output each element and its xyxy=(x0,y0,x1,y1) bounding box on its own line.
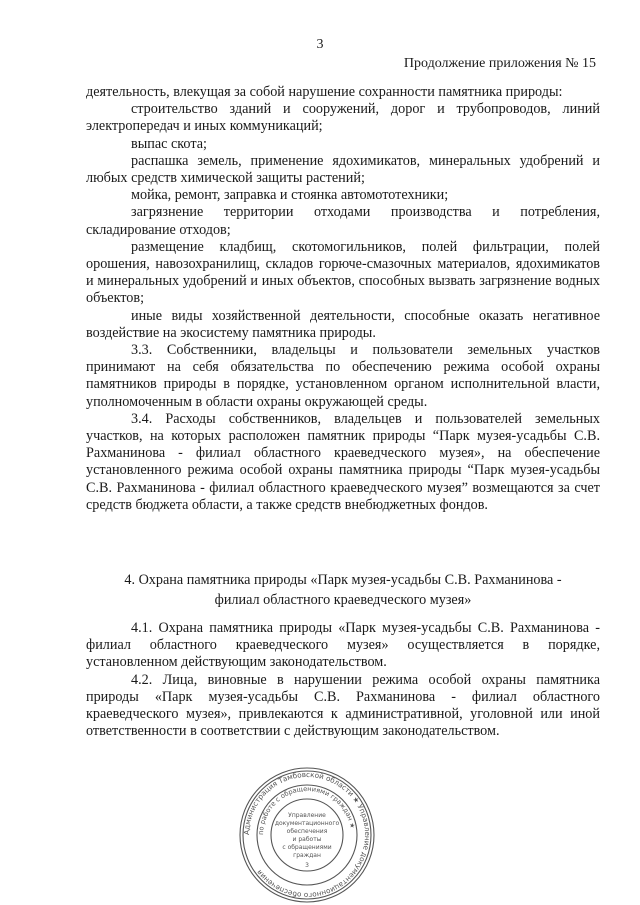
heading-line: 4. Охрана памятника природы «Парк музея-усадьбы С.В. Рахманинова - xyxy=(124,572,562,588)
page-number: 3 xyxy=(316,37,324,52)
list-item: строительство зданий и сооружений, дорог и трубопроводов, линий электропередач и иных коммуникаций; xyxy=(86,101,600,135)
heading-line: филиал областного краеведческого музея» xyxy=(214,592,472,608)
paragraph-4-2: 4.2. Лица, виновные в нарушении режима особой охраны памятника природы «Парк музея-усадьбы С.В. Рахманинова - филиал областного краеведческого музея», привлекаются к административной, уголовной или иной ответственности в соответствии с действующим законодательством. xyxy=(86,671,600,740)
stamp-center-line: Управление xyxy=(288,812,326,819)
appendix-label: Продолжение приложения № 15 xyxy=(403,56,596,71)
section-3-body xyxy=(86,84,600,514)
stamp-number: 3 xyxy=(305,862,309,869)
paragraph-4-1: 4.1. Охрана памятника природы «Парк музея-усадьбы С.В. Рахманинова - филиал областного краеведческого музея» осуществляется в порядке, установленном действующим законодательством. xyxy=(86,620,600,671)
list-item: выпас скота; xyxy=(131,135,207,152)
stamp-center-ring xyxy=(271,799,343,871)
stamp-outer-text: Администрация Тамбовской области ★ Управление документационного обеспечения xyxy=(241,769,373,901)
stamp-inner-text: по работе с обращениями граждан ★ xyxy=(256,784,357,836)
official-stamp xyxy=(237,765,377,905)
stamp-center-line: граждан xyxy=(293,852,321,859)
list-item: загрязнение территории отходами производства и потребления, складирование отходов; xyxy=(86,204,600,238)
list-item: распашка земель, применение ядохимикатов, минеральных удобрений и любых средств химической защиты растений; xyxy=(86,152,600,187)
paragraph-3-3: 3.3. Собственники, владельцы и пользователи земельных участков принимают на себя обязательства по обеспечению режима особой охраны памятников природы в порядке, установленном органом исполнительной власти, уполномоченным в области охраны окружающей среды. xyxy=(86,342,600,410)
paragraph-3-4: 3.4. Расходы собственников, владельцев и пользователей земельных участков, на которых расположен памятник природы “Парк музея-усадьбы С.В. Рахманинова - филиал областного краеведческого музея», на обеспечение установленного режима особой охраны памятника природы “Парк музея-усадьбы С.В. Рахманинова - филиал областного краеведческого музея” возмещаются за счет средств бюджета области, а также средств внебюджетных фондов. xyxy=(86,410,600,513)
section-4-heading xyxy=(86,570,600,610)
stamp-center-line: документационного xyxy=(274,820,340,827)
paragraph: деятельность, влекущая за собой нарушение сохранности памятника природы: xyxy=(86,84,563,100)
stamp-center-line: обеспечения xyxy=(286,828,328,835)
stamp-center-line: с обращениями xyxy=(282,844,332,851)
stamp-center-line: и работы xyxy=(292,836,322,843)
section-4-body xyxy=(86,620,600,740)
list-item: иные виды хозяйственной деятельности, способные оказать негативное воздействие на экосистему памятника природы. xyxy=(86,307,600,341)
list-item: мойка, ремонт, заправка и стоянка автомототехники; xyxy=(131,187,449,204)
list-item: размещение кладбищ, скотомогильников, полей фильтрации, полей орошения, навозохранилищ, складов горюче-смазочных материалов, ядохимикатов и минеральных удобрений и иных объектов, способных вызвать загрязнение водных объектов; xyxy=(86,238,600,307)
